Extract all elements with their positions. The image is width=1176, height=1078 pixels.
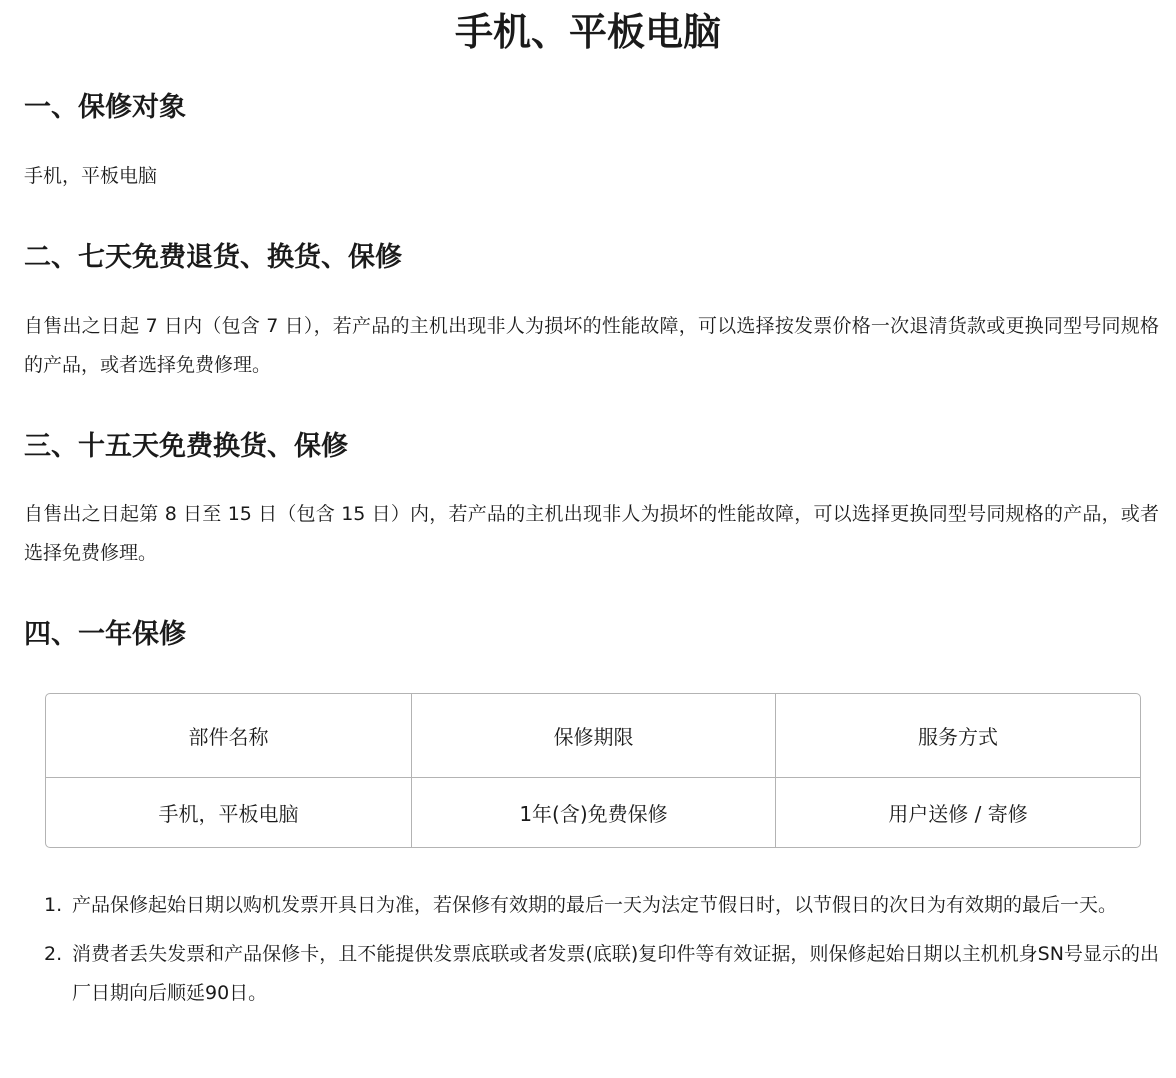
table-cell-part-name: 手机，平板电脑 (158, 802, 299, 826)
section-heading-warranty-object: 一、保修对象 (24, 92, 186, 123)
section-text-warranty-object: 手机，平板电脑 (24, 165, 158, 187)
section-heading-one-year: 四、一年保修 (24, 619, 186, 650)
table-cell-service-method: 用户送修 / 寄修 (775, 778, 1140, 847)
table-header-part-name: 部件名称 (46, 694, 411, 778)
section-text-seven-day: 自售出之日起 7 日内（包含 7 日），若产品的主机出现非人为损坏的性能故障，可以选择按发票价格一次退清货款或更换同型号同规格的产品，或者选择免费修理。 (24, 315, 1159, 376)
table-row (46, 778, 1140, 847)
table-header-warranty-period: 保修期限 (411, 694, 775, 778)
note-text: 消费者丢失发票和产品保修卡，且不能提供发票底联或者发票(底联)复印件等有效证据，则保修起始日期以主机机身SN号显示的出厂日期向后顺延90日。 (72, 943, 1159, 1004)
section-heading-fifteen-day: 三、十五天免费换货、保修 (24, 431, 348, 462)
list-item (44, 886, 1159, 925)
warranty-table (45, 693, 1141, 848)
note-text: 产品保修起始日期以购机发票开具日为准，若保修有效期的最后一天为法定节假日时，以节假日的次日为有效期的最后一天。 (72, 894, 1118, 916)
list-item (44, 935, 1159, 1013)
note-number: 1. (44, 894, 63, 916)
section-heading-seven-day: 二、七天免费退货、换货、保修 (24, 242, 402, 273)
table-header-service-method: 服务方式 (775, 694, 1140, 778)
page-title: 手机、平板电脑 (454, 10, 721, 54)
table-header-row (46, 694, 1140, 778)
notes-list (44, 886, 1159, 1023)
note-number: 2. (44, 943, 63, 965)
table-cell-warranty-period: 1年(含)免费保修 (411, 778, 775, 847)
section-text-fifteen-day: 自售出之日起第 8 日至 15 日（包含 15 日）内，若产品的主机出现非人为损坏的性能故障，可以选择更换同型号同规格的产品，或者选择免费修理。 (24, 503, 1159, 564)
